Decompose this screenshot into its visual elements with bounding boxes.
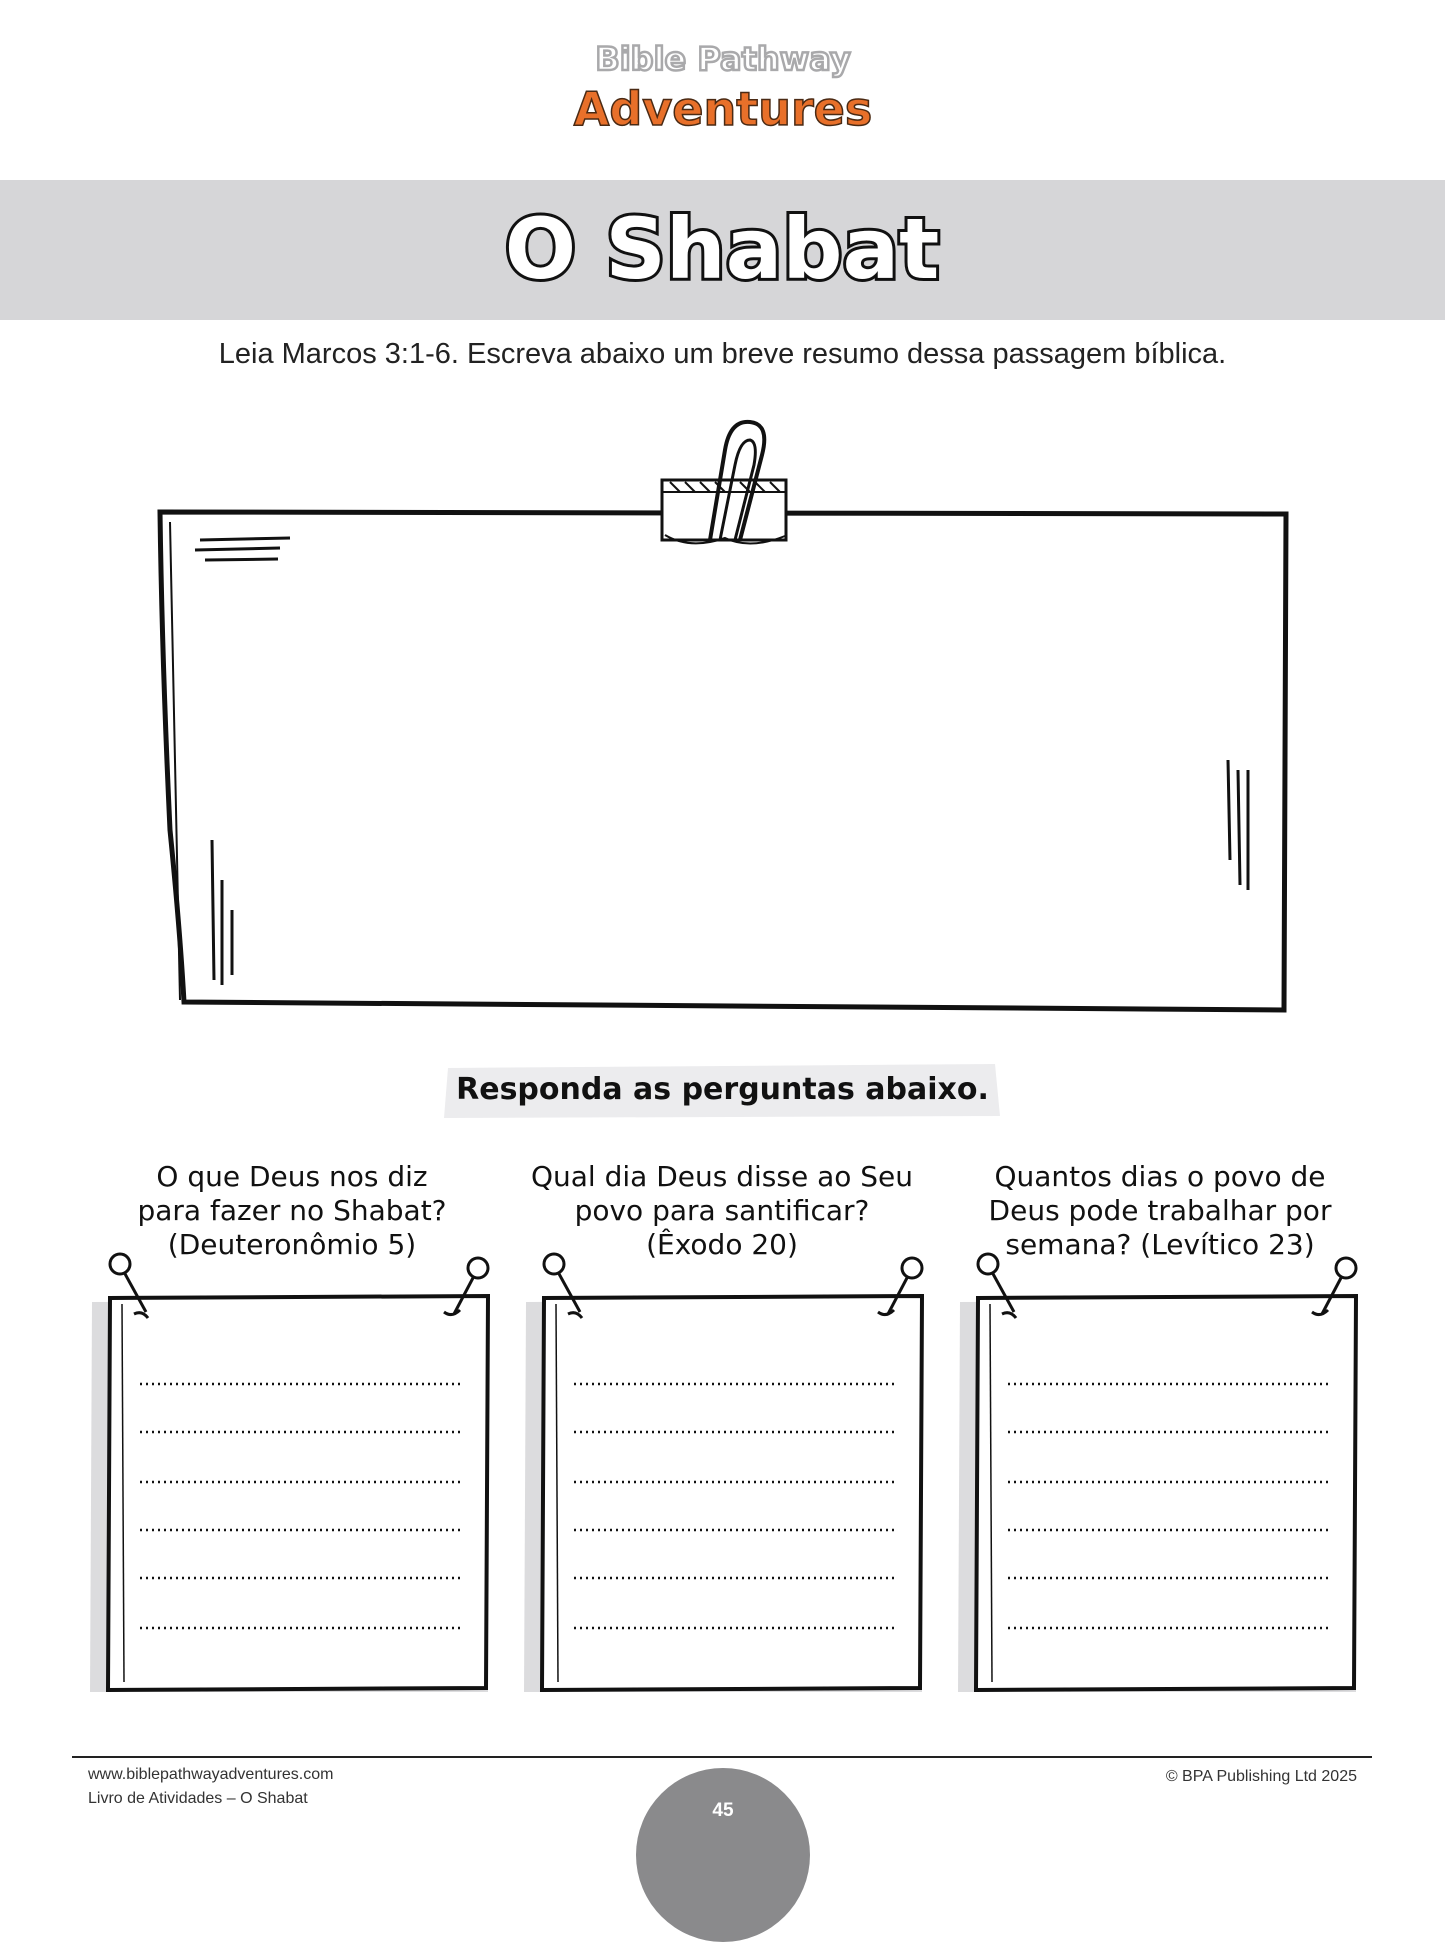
answer-card-2[interactable] — [518, 1252, 938, 1692]
logo-line1: Bible Pathway — [594, 40, 851, 78]
page-number: 45 — [712, 1800, 734, 1821]
instruction-text: Leia Marcos 3:1-6. Escreva abaixo um breve resumo dessa passagem bíblica. — [218, 338, 1227, 370]
question-line: para fazer no Shabat? — [137, 1194, 447, 1227]
question-line: povo para santificar? — [574, 1194, 870, 1227]
question-2 — [522, 1160, 922, 1262]
summary-note[interactable] — [150, 410, 1290, 1020]
footer-copyright: © BPA Publishing Ltd 2025 — [1165, 1768, 1357, 1785]
footer-website[interactable]: www.biblepathwayadventures.com — [88, 1766, 334, 1783]
logo-line2: Adventures — [573, 82, 872, 136]
question-line: Deus pode trabalhar por — [988, 1194, 1332, 1227]
question-line: semana? (Levítico 23) — [1005, 1228, 1315, 1261]
answer-card-3[interactable] — [952, 1252, 1372, 1692]
footer-book-title: Livro de Atividades – O Shabat — [88, 1790, 308, 1807]
section-heading: Responda as perguntas abaixo. — [456, 1072, 989, 1107]
binder-clip-icon — [662, 422, 786, 544]
logo — [0, 30, 1445, 140]
page-title — [0, 180, 1445, 320]
question-line: (Êxodo 20) — [646, 1228, 798, 1261]
page-number-badge — [636, 1768, 810, 1942]
page-title-text: O Shabat — [504, 200, 940, 298]
question-line: Qual dia Deus disse ao Seu — [530, 1160, 914, 1193]
question-line: Quantos dias o povo de — [994, 1160, 1326, 1193]
question-line: (Deuteronômio 5) — [167, 1228, 417, 1261]
answer-card-1[interactable] — [84, 1252, 504, 1692]
question-1 — [92, 1160, 492, 1262]
footer-divider — [72, 1756, 1372, 1758]
question-line: O que Deus nos diz — [156, 1160, 428, 1193]
question-3 — [960, 1160, 1360, 1262]
section-heading-band — [0, 1050, 1445, 1130]
